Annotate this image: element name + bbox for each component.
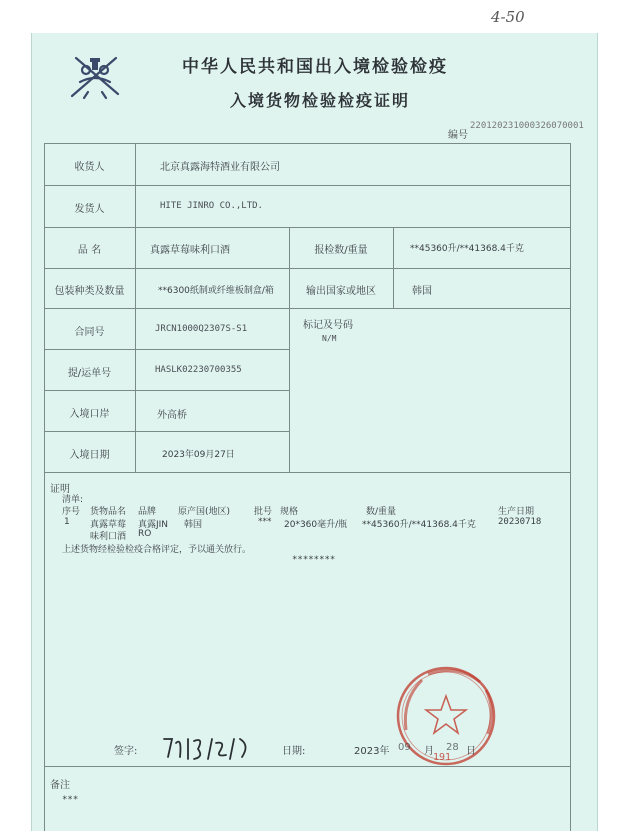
col-header: 品牌	[138, 507, 157, 517]
col-header: 批号	[254, 507, 273, 517]
end-stars: ********	[292, 555, 336, 565]
remarks-label: 备注	[50, 780, 70, 791]
col-header: 原产国(地区)	[178, 507, 231, 517]
row-name: 真露草莓	[90, 520, 127, 530]
handwritten-note: 4-50	[491, 8, 525, 26]
origin-country-value: 韩国	[412, 286, 432, 297]
remarks-value: ***	[62, 795, 79, 805]
consignor-label: 发货人	[74, 204, 105, 215]
col-header: 规格	[280, 507, 299, 517]
row-brand: 真露JIN	[138, 520, 169, 530]
consignee-value: 北京真露海特酒业有限公司	[160, 162, 280, 173]
bill-of-lading-value: HASLK02230700355	[155, 365, 242, 375]
release-statement: 上述货物经检验检疫合格评定，予以通关放行。	[62, 545, 252, 555]
serial-number: 220120231000326070001	[470, 121, 584, 131]
signature-month-label: 月	[424, 746, 434, 757]
table-divider	[44, 431, 289, 432]
marks-value: N/M	[322, 334, 337, 343]
contract-label: 合同号	[74, 327, 105, 338]
consignee-label: 收货人	[74, 162, 105, 173]
quantity-value: **45360升/**41368.4千克	[410, 244, 524, 254]
table-column-divider	[393, 227, 394, 308]
table-divider	[44, 268, 571, 269]
col-header: 序号	[62, 507, 81, 517]
row-no: 1	[64, 517, 70, 527]
bill-of-lading-label: 提/运单号	[67, 368, 112, 379]
table-divider	[44, 472, 571, 473]
row-qty: **45360升/**41368.4千克	[362, 520, 476, 530]
table-border-right	[570, 143, 571, 831]
signature-label: 签字:	[114, 746, 138, 757]
table-divider	[44, 227, 571, 228]
certificate-heading: 证明	[50, 484, 70, 495]
handwritten-signature	[160, 733, 270, 761]
row-brand-continued: RO	[138, 529, 152, 539]
signature-day: 28	[446, 742, 459, 753]
table-column-divider	[289, 227, 290, 472]
packing-value: **6300纸制或纤维板制盒/箱	[158, 286, 274, 296]
entry-date-label: 入境日期	[69, 450, 110, 461]
signature-month: 09	[398, 742, 411, 753]
col-header: 货物品名	[90, 507, 127, 517]
table-divider	[44, 349, 289, 350]
col-header: 生产日期	[498, 507, 535, 517]
entry-date-value: 2023年09月27日	[162, 450, 235, 460]
table-border-top	[44, 143, 571, 144]
table-divider	[44, 308, 571, 309]
product-name-value: 真露草莓味利口酒	[150, 245, 230, 256]
row-production-date: 20230718	[498, 517, 542, 527]
row-name-continued: 味利口酒	[90, 532, 127, 542]
contract-value: JRCN1000Q2307S-S1	[155, 324, 248, 334]
quantity-label: 报检数/重量	[314, 245, 368, 256]
document-title: 中华人民共和国出入境检验检疫	[182, 57, 448, 77]
marks-label: 标记及号码	[303, 320, 353, 331]
row-origin: 韩国	[184, 520, 203, 530]
entry-port-label: 入境口岸	[69, 409, 110, 420]
entry-port-value: 外高桥	[157, 410, 187, 421]
packing-label: 包装种类及数量	[54, 286, 125, 297]
row-batch: ***	[258, 517, 272, 527]
table-divider	[44, 185, 571, 186]
ciq-emblem-icon	[66, 52, 124, 102]
certificate-sheet	[31, 33, 598, 831]
list-heading: 清单:	[62, 495, 84, 505]
col-header: 数/重量	[366, 507, 397, 517]
product-name-label: 品 名	[77, 245, 102, 256]
table-column-divider	[135, 143, 136, 472]
table-divider	[44, 390, 289, 391]
document-subtitle: 入境货物检验检疫证明	[229, 91, 410, 110]
origin-country-label: 输出国家或地区	[306, 286, 376, 297]
serial-label: 编号	[448, 130, 468, 141]
consignor-value: HITE JINRO CO.,LTD.	[160, 201, 263, 211]
stamp-code: 191	[433, 752, 452, 763]
signature-year: 2023年	[354, 746, 390, 757]
date-label: 日期:	[282, 746, 306, 757]
row-spec: 20*360毫升/瓶	[284, 520, 348, 530]
signature-day-label: 日	[466, 746, 476, 757]
